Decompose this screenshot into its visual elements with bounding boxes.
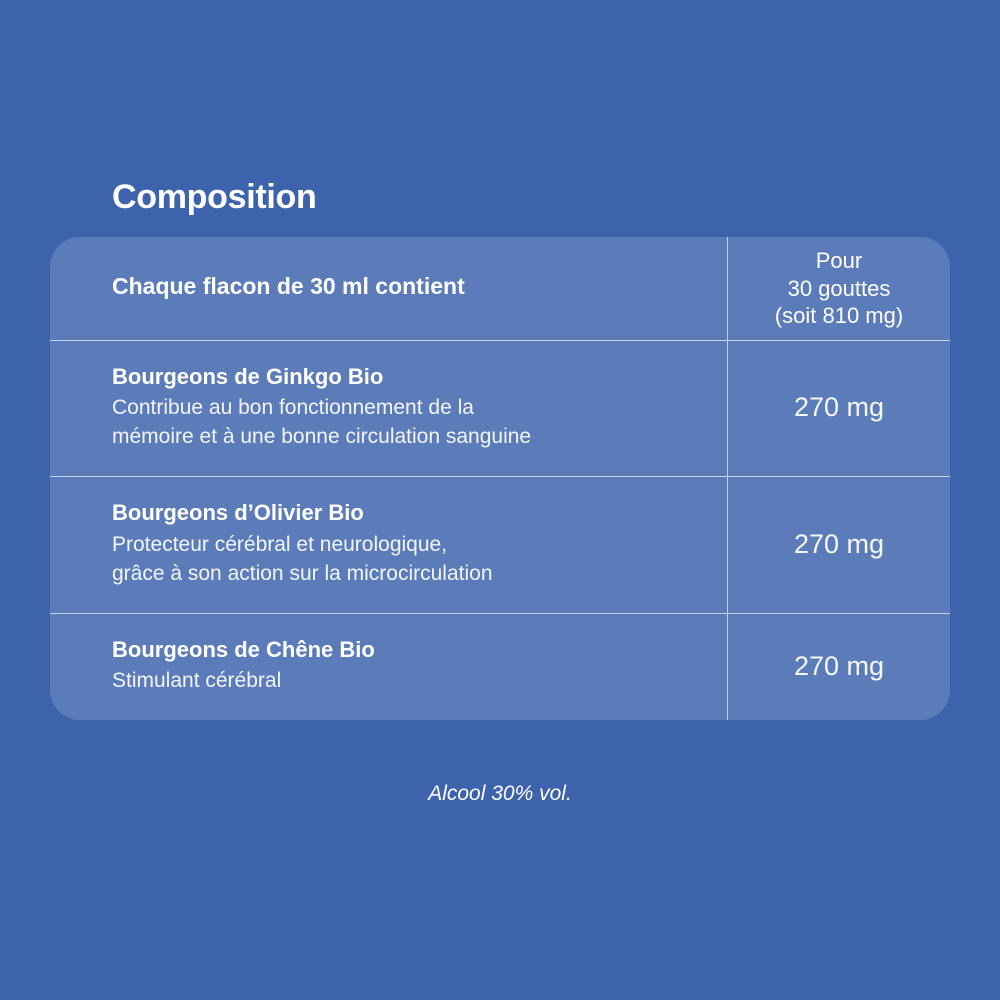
ingredient-description [112,531,693,589]
ingredient-amount: 270 mg [793,651,885,682]
header-cell-left [50,237,728,340]
table-row [50,613,950,721]
page-title: Composition [112,178,317,216]
header-cell-right [728,237,950,340]
ingredient-description-line2: mémoire et à une bonne circulation sanguine [112,425,532,449]
ingredient-amount: 270 mg [793,392,885,423]
ingredient-amount: 270 mg [793,528,885,559]
ingredient-name: Bourgeons de Ginkgo Bio [112,363,384,389]
ingredient-cell [50,476,728,613]
ingredient-name: Bourgeons d’Olivier Bio [112,500,364,526]
header-right-line3: (soit 810 mg) [774,303,904,328]
alcohol-footnote: Alcool 30% vol. [428,782,572,805]
table-header-row [50,237,950,340]
ingredient-description-line1: Contribue au bon fonctionnement de la [112,396,474,420]
table-row [50,476,950,613]
ingredient-description-line2: grâce à son action sur la microcirculation [112,561,493,585]
ingredient-description-line1: Protecteur cérébral et neurologique, [112,532,448,556]
table-row [50,340,950,477]
ingredient-cell [50,340,728,477]
amount-cell [728,613,950,721]
ingredient-description-line1: Stimulant cérébral [112,669,282,693]
header-left-label: Chaque flacon de 30 ml contient [112,273,465,300]
composition-section [50,178,950,720]
amount-cell [728,476,950,613]
header-right-line2: 30 gouttes [787,275,891,301]
amount-cell [728,340,950,477]
ingredient-name: Bourgeons de Chêne Bio [112,636,375,662]
header-right-label [775,247,903,330]
composition-table [50,237,950,720]
ingredient-description [112,394,693,452]
header-right-line1: Pour [815,248,863,273]
ingredient-cell [50,613,728,721]
ingredient-description [112,667,693,696]
